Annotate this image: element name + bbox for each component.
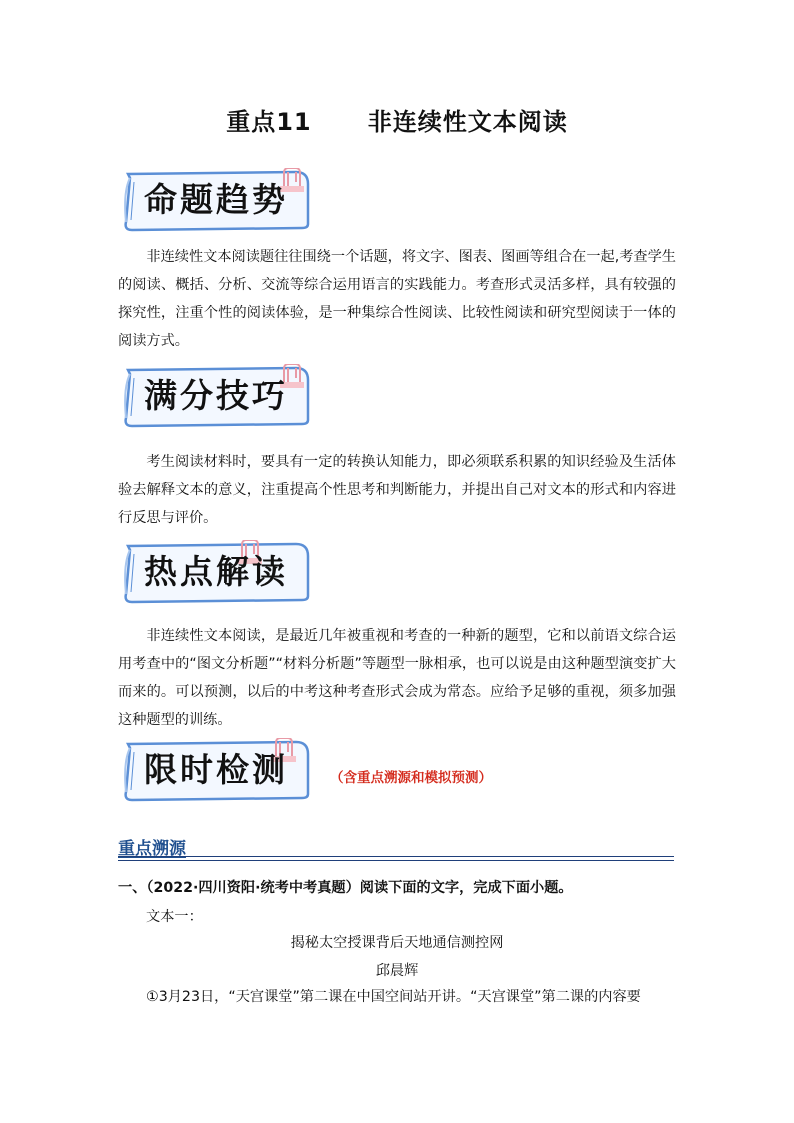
subsection-title: 重点溯源 — [118, 839, 186, 859]
section-banner — [118, 364, 312, 430]
article-first-line: ①3月23日，“天宫课堂”第二课在中国空间站开讲。“天宫课堂”第二课的内容要 — [146, 989, 641, 1005]
subsection-header — [118, 834, 674, 858]
banner-heading: 满分技巧 — [144, 376, 288, 415]
article-title: 揭秘太空授课背后天地通信测控网 — [290, 935, 504, 951]
section-banner — [118, 540, 312, 606]
text-label: 文本一： — [146, 909, 203, 925]
section-banner — [118, 168, 312, 234]
divider — [118, 856, 674, 857]
article-author: 邱晨辉 — [375, 963, 419, 979]
question-intro: 一、（2022·四川资阳·统考中考真题）阅读下面的文字，完成下面小题。 — [118, 880, 573, 896]
banner-heading: 热点解读 — [144, 552, 288, 591]
page-title: 重点11 非连续性文本阅读 — [226, 108, 568, 136]
banner-heading: 命题趋势 — [144, 180, 288, 219]
banner-note: （含重点溯源和模拟预测） — [330, 770, 492, 786]
divider — [118, 860, 674, 861]
section-banner — [118, 738, 312, 804]
section-paragraph: 考生阅读材料时，要具有一定的转换认知能力，即必须联系积累的知识经验及生活体验去解释文本的意义，注重提高个性思考和判断能力，并提出自己对文本的形式和内容进行反思与评价。 — [118, 454, 676, 526]
section-paragraph: 非连续性文本阅读题往往围绕一个话题，将文字、图表、图画等组合在一起,考查学生的阅读、概括、分析、交流等综合运用语言的实践能力。考查形式灵活多样，具有较强的探究性，注重个性的阅读体验，是一种集综合性阅读、比较性阅读和研究型阅读于一体的阅读方式。 — [118, 249, 676, 349]
section-paragraph: 非连续性文本阅读，是最近几年被重视和考查的一种新的题型，它和以前语文综合运用考查中的“图文分析题”“材料分析题”等题型一脉相承，也可以说是由这种题型演变扩大而来的。可以预测，以后的中考这种考查形式会成为常态。应给予足够的重视，须多加强这种题型的训练。 — [118, 628, 676, 728]
banner-heading: 限时检测 — [144, 750, 288, 789]
